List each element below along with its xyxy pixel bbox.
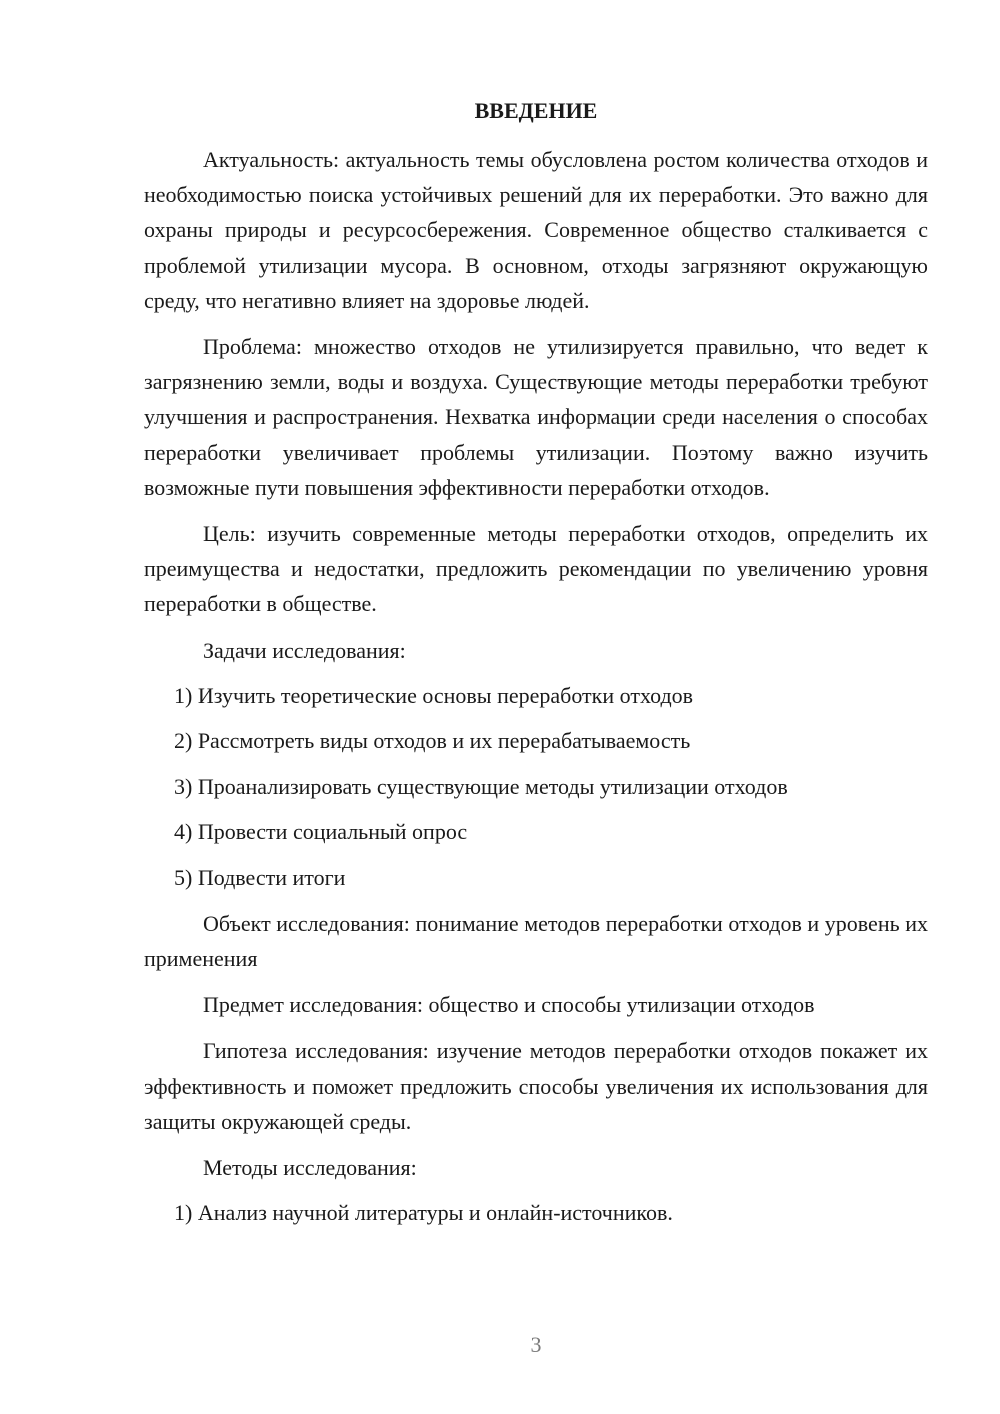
- relevance-paragraph: Актуальность: актуальность темы обусловлена ростом количества отходов и необходимостью поиска устойчивых решений для их переработки. Это важно для охраны природы и ресурсосбережения. Современное общество сталкивается с проблемой утилизации мусора. В основном, отходы загрязняют окружающую среду, что негативно влияет на здоровье людей.: [144, 147, 928, 313]
- list-item: 3) Проанализировать существующие методы утилизации отходов: [174, 773, 788, 799]
- methods-list: [144, 1196, 928, 1230]
- list-item: 1) Анализ научной литературы и онлайн-источников.: [174, 1200, 673, 1226]
- list-item: 4) Провести социальный опрос: [174, 819, 468, 845]
- hypothesis-paragraph: Гипотеза исследования: изучение методов переработки отходов покажет их эффективность и поможет предложить способы увеличения их использования для защиты окружающей среды.: [144, 1038, 928, 1134]
- goal-paragraph: Цель: изучить современные методы переработки отходов, определить их преимущества и недостатки, предложить рекомендации по увеличению уровня переработки в обществе.: [144, 521, 928, 617]
- methods-title: Методы исследования:: [203, 1155, 417, 1181]
- object-paragraph: Объект исследования: понимание методов переработки отходов и уровень их применения: [144, 910, 928, 972]
- list-item: 5) Подвести итоги: [174, 864, 346, 890]
- subject-paragraph: Предмет исследования: общество и способы утилизации отходов: [203, 992, 815, 1018]
- page-title: ВВЕДЕНИЕ: [474, 98, 598, 123]
- page-content: [144, 94, 928, 1230]
- list-item: 2) Рассмотреть виды отходов и их перерабатываемость: [174, 728, 691, 754]
- page-number: 3: [530, 1332, 542, 1357]
- tasks-list: [144, 679, 928, 895]
- tasks-title: Задачи исследования:: [203, 637, 406, 663]
- problem-paragraph: Проблема: множество отходов не утилизируется правильно, что ведет к загрязнению земли, воды и воздуха. Существующие методы переработки требуют улучшения и распространения. Нехватка информации среди населения о способах переработки увеличивает проблемы утилизации. Поэтому важно изучить возможные пути повышения эффективности переработки отходов.: [144, 334, 928, 500]
- list-item: 1) Изучить теоретические основы переработки отходов: [174, 682, 694, 708]
